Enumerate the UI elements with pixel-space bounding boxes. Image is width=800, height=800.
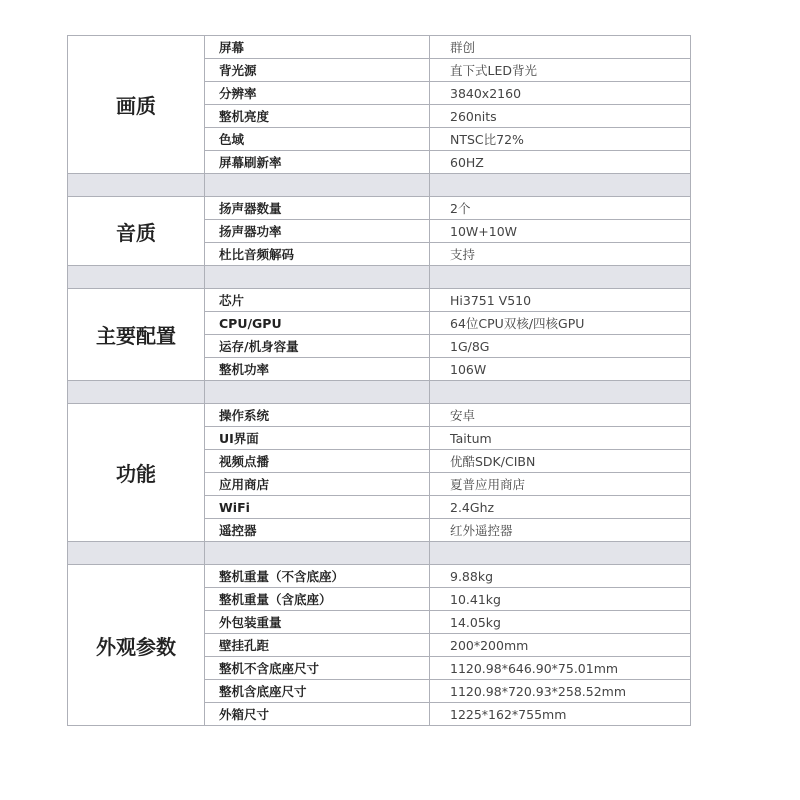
spec-value: Taitum <box>430 427 691 450</box>
spec-value: 9.88kg <box>430 565 691 588</box>
section-separator <box>68 266 691 289</box>
spec-label: 操作系统 <box>205 404 430 427</box>
spec-label: 视频点播 <box>205 450 430 473</box>
separator-cell <box>205 174 430 197</box>
separator-cell <box>430 542 691 565</box>
separator-cell <box>68 266 205 289</box>
spec-value: 安卓 <box>430 404 691 427</box>
spec-label: WiFi <box>205 496 430 519</box>
spec-label: 外包装重量 <box>205 611 430 634</box>
section-separator <box>68 381 691 404</box>
spec-value: 1G/8G <box>430 335 691 358</box>
spec-label: 杜比音频解码 <box>205 243 430 266</box>
spec-value: NTSC比72% <box>430 128 691 151</box>
spec-value: 1225*162*755mm <box>430 703 691 726</box>
separator-cell <box>430 174 691 197</box>
spec-value: 2个 <box>430 197 691 220</box>
spec-value: 优酷SDK/CIBN <box>430 450 691 473</box>
spec-label: 整机重量（含底座） <box>205 588 430 611</box>
spec-table <box>67 35 691 726</box>
separator-cell <box>68 174 205 197</box>
spec-value: 14.05kg <box>430 611 691 634</box>
spec-label: 扬声器数量 <box>205 197 430 220</box>
separator-cell <box>430 381 691 404</box>
spec-label: 屏幕刷新率 <box>205 151 430 174</box>
separator-cell <box>430 266 691 289</box>
spec-label: 扬声器功率 <box>205 220 430 243</box>
spec-label: 整机不含底座尺寸 <box>205 657 430 680</box>
separator-cell <box>68 542 205 565</box>
spec-value: 10W+10W <box>430 220 691 243</box>
spec-label: 外箱尺寸 <box>205 703 430 726</box>
spec-label: 整机功率 <box>205 358 430 381</box>
spec-value: 直下式LED背光 <box>430 59 691 82</box>
spec-label: 整机亮度 <box>205 105 430 128</box>
spec-value: 2.4Ghz <box>430 496 691 519</box>
spec-label: UI界面 <box>205 427 430 450</box>
spec-row <box>68 36 691 59</box>
spec-value: 支持 <box>430 243 691 266</box>
spec-label: 屏幕 <box>205 36 430 59</box>
spec-label: 整机含底座尺寸 <box>205 680 430 703</box>
section-separator <box>68 542 691 565</box>
spec-label: 色域 <box>205 128 430 151</box>
spec-value: 10.41kg <box>430 588 691 611</box>
separator-cell <box>205 542 430 565</box>
spec-row <box>68 404 691 427</box>
section-category: 画质 <box>68 36 205 174</box>
spec-label: 芯片 <box>205 289 430 312</box>
spec-label: 分辨率 <box>205 82 430 105</box>
spec-value: 1120.98*646.90*75.01mm <box>430 657 691 680</box>
spec-label: 运存/机身容量 <box>205 335 430 358</box>
spec-value: 群创 <box>430 36 691 59</box>
spec-value: Hi3751 V510 <box>430 289 691 312</box>
separator-cell <box>68 381 205 404</box>
spec-label: 壁挂孔距 <box>205 634 430 657</box>
spec-label: 遥控器 <box>205 519 430 542</box>
spec-value: 夏普应用商店 <box>430 473 691 496</box>
spec-label: 整机重量（不含底座） <box>205 565 430 588</box>
spec-value: 106W <box>430 358 691 381</box>
spec-row <box>68 289 691 312</box>
spec-value: 64位CPU双核/四核GPU <box>430 312 691 335</box>
separator-cell <box>205 266 430 289</box>
spec-table-body <box>68 36 691 726</box>
spec-value: 60HZ <box>430 151 691 174</box>
spec-label: 背光源 <box>205 59 430 82</box>
spec-label: CPU/GPU <box>205 312 430 335</box>
spec-row <box>68 565 691 588</box>
section-separator <box>68 174 691 197</box>
spec-row <box>68 197 691 220</box>
section-category: 音质 <box>68 197 205 266</box>
section-category: 外观参数 <box>68 565 205 726</box>
separator-cell <box>205 381 430 404</box>
spec-value: 260nits <box>430 105 691 128</box>
spec-value: 1120.98*720.93*258.52mm <box>430 680 691 703</box>
spec-value: 200*200mm <box>430 634 691 657</box>
spec-value: 红外遥控器 <box>430 519 691 542</box>
section-category: 主要配置 <box>68 289 205 381</box>
spec-label: 应用商店 <box>205 473 430 496</box>
section-category: 功能 <box>68 404 205 542</box>
spec-value: 3840x2160 <box>430 82 691 105</box>
